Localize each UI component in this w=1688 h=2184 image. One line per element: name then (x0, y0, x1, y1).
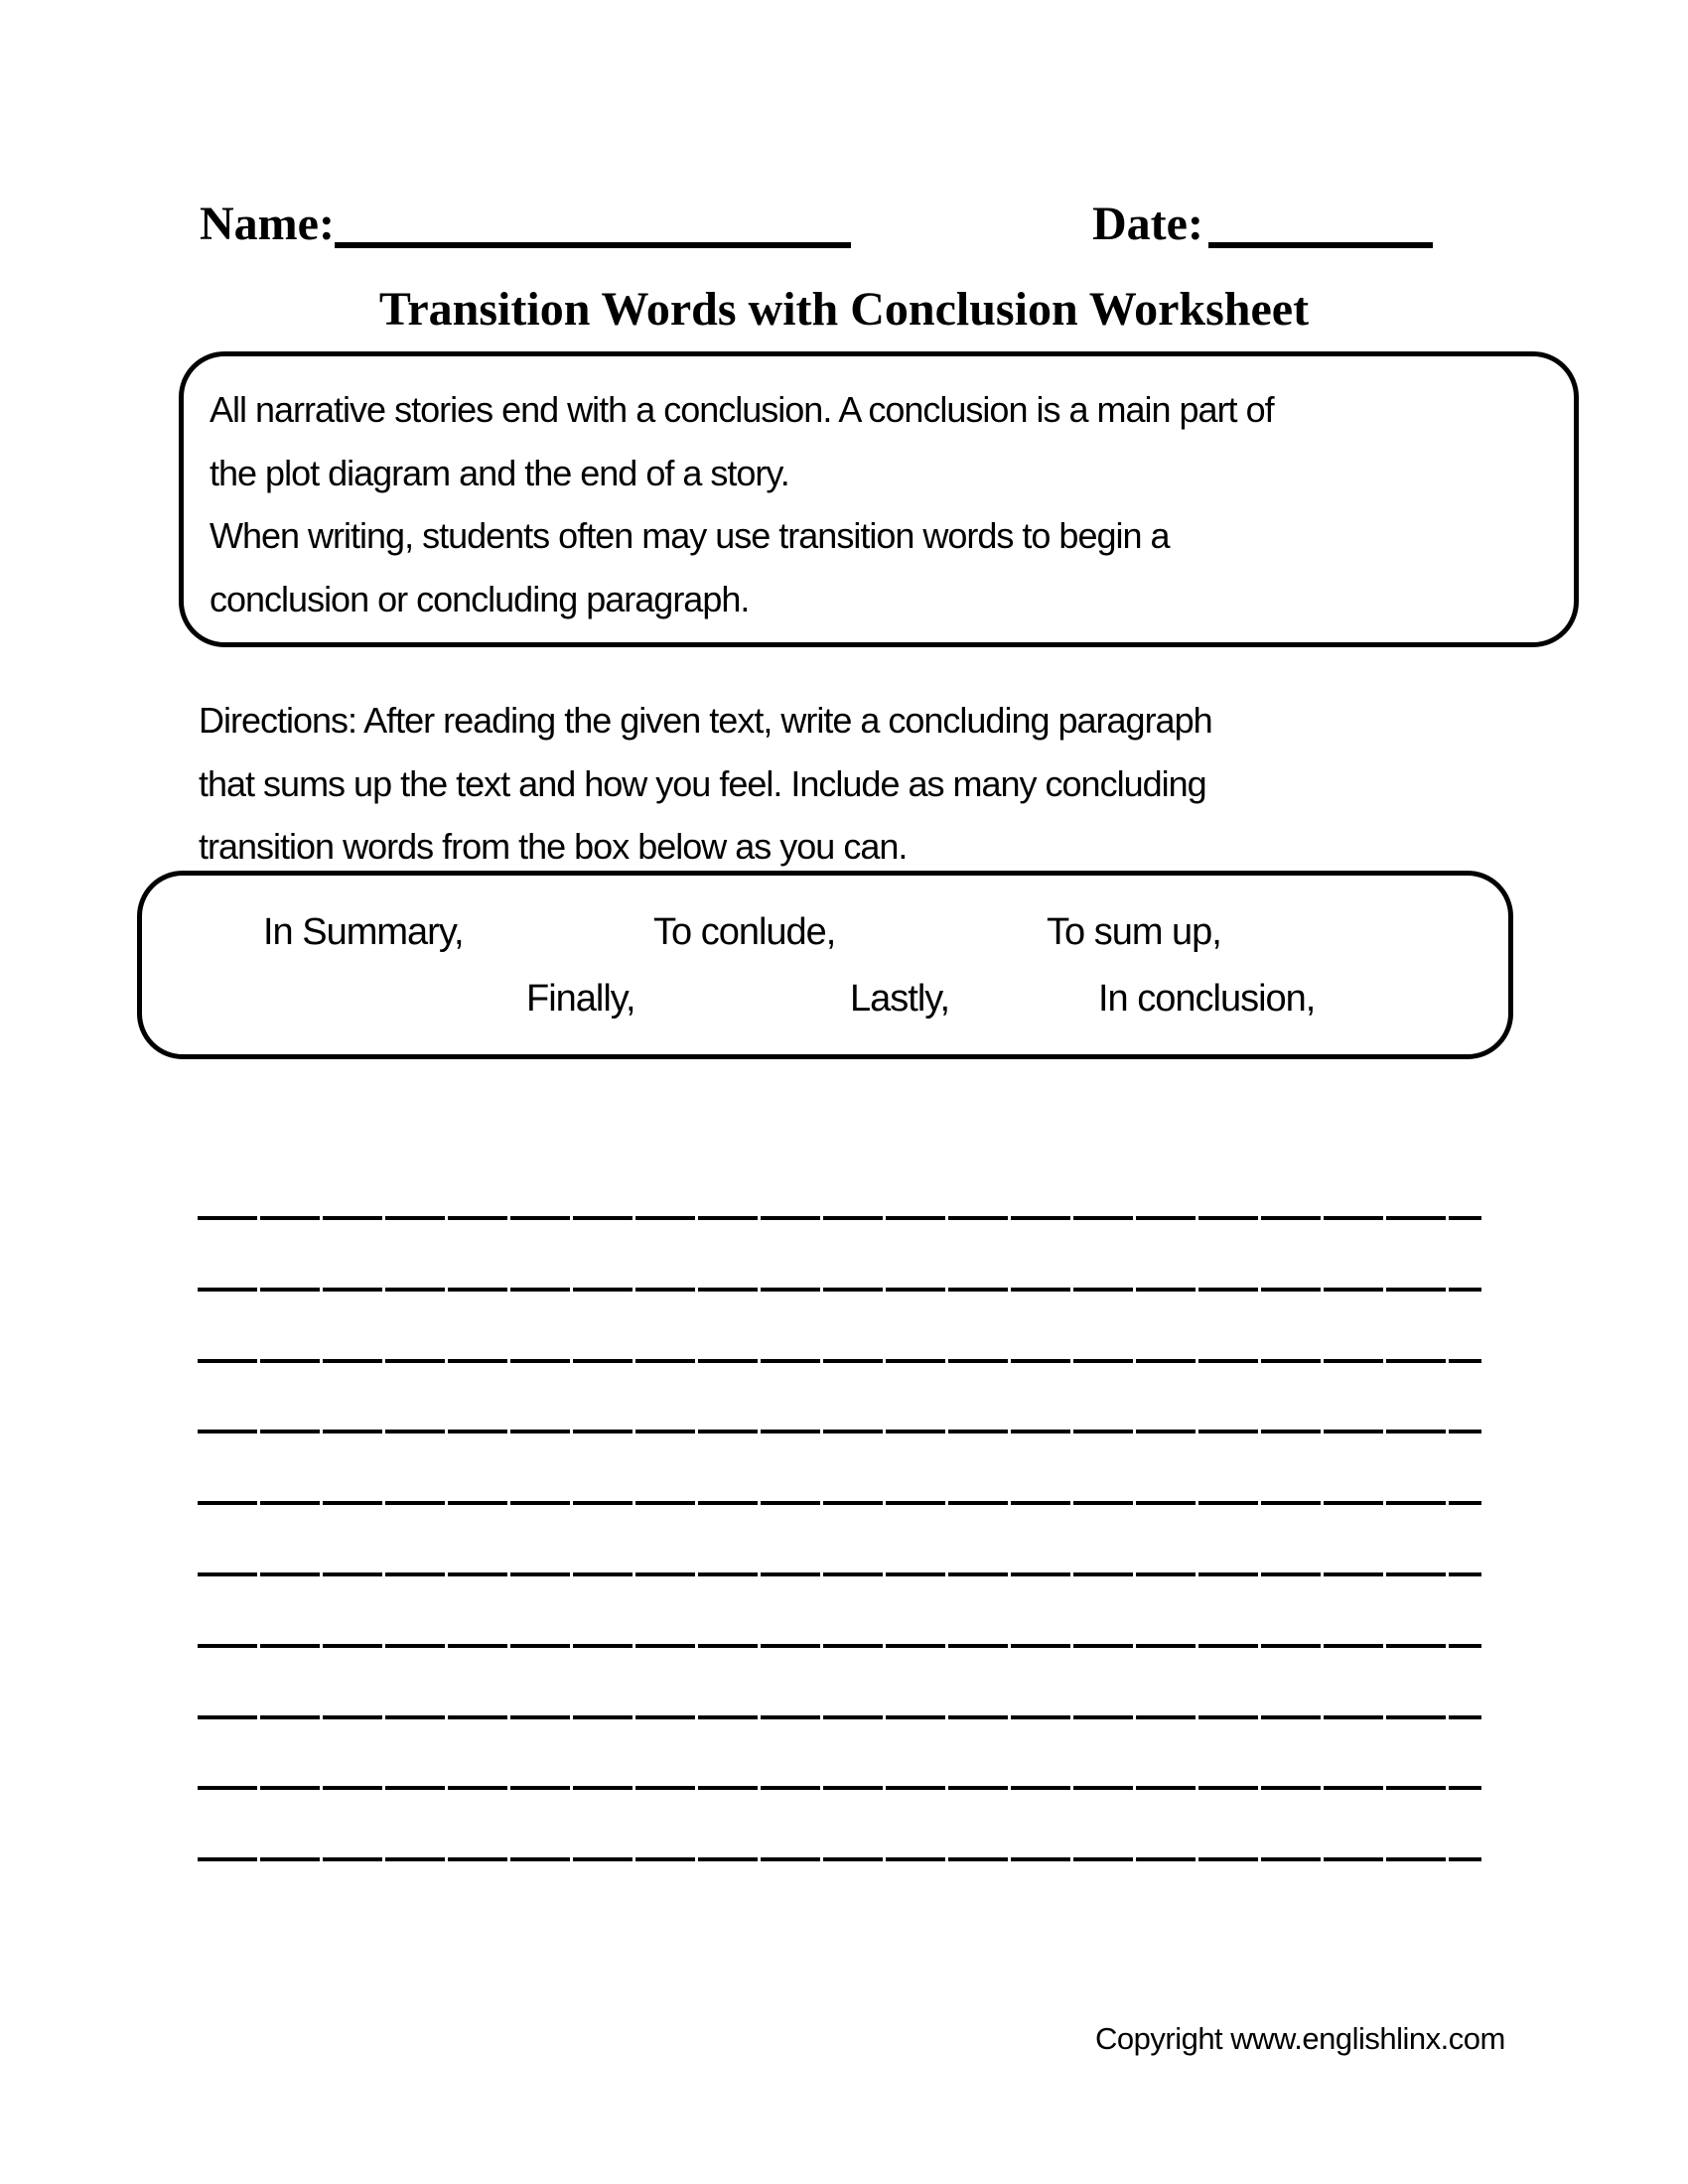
writing-line[interactable] (198, 1857, 1481, 1861)
word-bank-word: Finally, (526, 978, 635, 1020)
writing-line[interactable] (198, 1216, 1481, 1220)
name-blank-line[interactable] (335, 242, 851, 248)
intro-line: All narrative stories end with a conclusion. A conclusion is a main part of (210, 389, 1274, 430)
writing-line[interactable] (198, 1288, 1481, 1292)
intro-box (179, 351, 1579, 647)
word-bank-word: In Summary, (263, 911, 464, 953)
writing-line[interactable] (198, 1430, 1481, 1433)
date-label: Date: (1092, 198, 1203, 250)
directions-line: that sums up the text and how you feel. Include as many concluding (199, 762, 1206, 804)
name-label: Name: (200, 198, 335, 250)
word-bank-word: To conlude, (653, 911, 836, 953)
directions-line: transition words from the box below as you can. (199, 826, 908, 867)
directions-line: Directions: After reading the given text, write a concluding paragraph (199, 700, 1212, 741)
word-bank-word: In conclusion, (1098, 978, 1316, 1020)
writing-line[interactable] (198, 1715, 1481, 1719)
word-bank-box (137, 871, 1513, 1059)
word-bank-word: Lastly, (850, 978, 950, 1020)
intro-line: When writing, students often may use transition words to begin a (210, 515, 1170, 556)
writing-line[interactable] (198, 1644, 1481, 1648)
directions-text (199, 689, 1549, 879)
writing-line[interactable] (198, 1501, 1481, 1505)
writing-line[interactable] (198, 1359, 1481, 1363)
writing-line[interactable] (198, 1786, 1481, 1790)
writing-lines (198, 1216, 1481, 1861)
writing-line[interactable] (198, 1572, 1481, 1576)
intro-line: conclusion or concluding paragraph. (210, 578, 750, 619)
intro-line: the plot diagram and the end of a story. (210, 452, 789, 493)
date-blank-line[interactable] (1208, 242, 1433, 248)
worksheet-title: Transition Words with Conclusion Worksheet (378, 283, 1310, 336)
word-bank-word: To sum up, (1047, 911, 1221, 953)
copyright-text: Copyright www.englishlinx.com (1095, 2021, 1505, 2056)
